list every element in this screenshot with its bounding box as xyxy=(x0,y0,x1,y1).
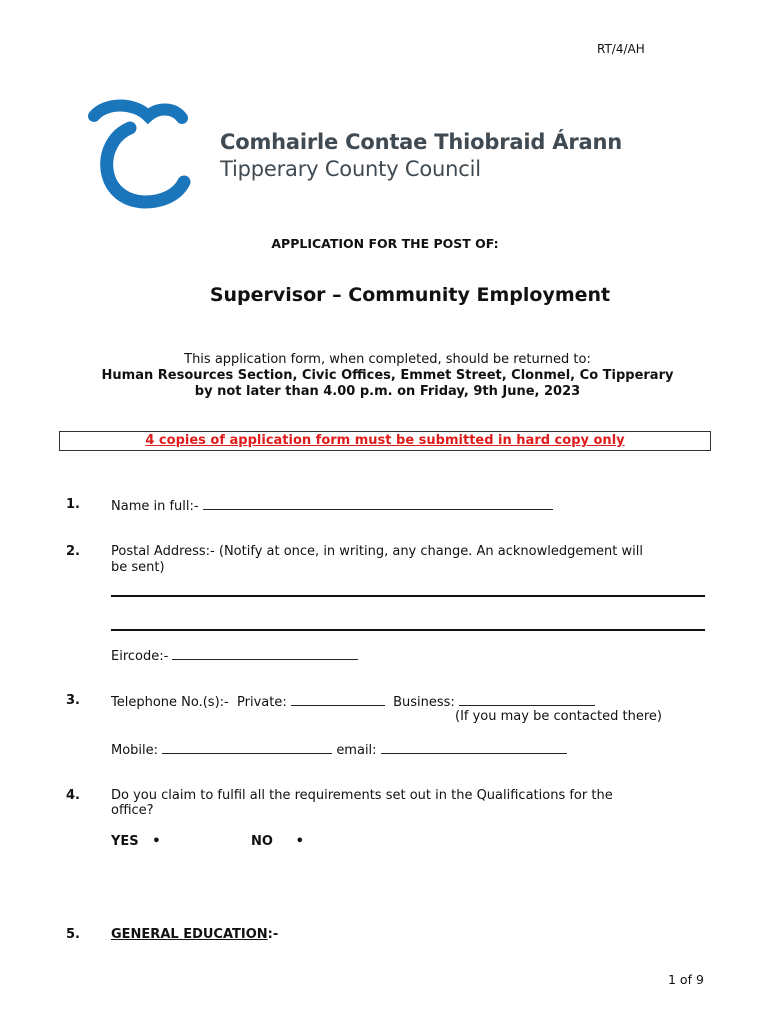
postal-address-line-2[interactable] xyxy=(111,629,705,631)
email-field[interactable] xyxy=(381,741,567,754)
contact-note: (If you may be contacted there) xyxy=(455,709,662,724)
question-2-label xyxy=(111,544,643,576)
telephone-label: Telephone No.(s):- xyxy=(111,695,229,710)
mobile-label: Mobile: xyxy=(111,743,159,758)
council-logo-icon xyxy=(86,98,206,214)
question-4-label xyxy=(111,788,613,818)
return-address: Human Resources Section, Civic Offices, Emmet Street, Clonmel, Co Tipperary xyxy=(101,368,674,383)
application-heading: APPLICATION FOR THE POST OF: xyxy=(271,236,499,251)
yes-label: YES xyxy=(111,834,139,849)
business-label: Business: xyxy=(393,695,455,710)
qualifications-label-line2: office? xyxy=(111,803,154,818)
organisation-name-english: Tipperary County Council xyxy=(220,157,481,181)
question-2-number: 2. xyxy=(66,544,80,559)
mobile-field[interactable] xyxy=(162,741,332,754)
no-label: NO xyxy=(251,834,273,849)
postal-address-line-1[interactable] xyxy=(111,595,705,597)
qualifications-label-line1: Do you claim to fulfil all the requirements set out in the Qualifications for the xyxy=(111,788,613,803)
general-education-heading xyxy=(111,927,278,942)
postal-address-label-line1: Postal Address:- (Notify at once, in writing, any change. An acknowledgement will xyxy=(111,544,643,559)
eircode-label: Eircode:- xyxy=(111,649,169,664)
eircode-field[interactable] xyxy=(172,647,358,660)
organisation-name-irish: Comhairle Contae Thiobraid Árann xyxy=(220,130,622,154)
private-phone-field[interactable] xyxy=(291,693,385,706)
no-option[interactable] xyxy=(251,834,304,849)
submission-notice-text: 4 copies of application form must be submitted in hard copy only xyxy=(145,433,625,448)
business-phone-field[interactable] xyxy=(459,693,595,706)
name-label: Name in full:- xyxy=(111,499,199,514)
email-label: email: xyxy=(336,743,377,758)
no-bullet-icon[interactable]: • xyxy=(295,834,304,849)
document-reference: RT/4/AH xyxy=(597,42,645,56)
return-deadline: by not later than 4.00 p.m. on Friday, 9th June, 2023 xyxy=(194,384,581,399)
question-3-number: 3. xyxy=(66,693,80,708)
question-5-number: 5. xyxy=(66,927,80,942)
private-label: Private: xyxy=(237,695,287,710)
submission-notice xyxy=(59,431,711,451)
yes-bullet-icon[interactable]: • xyxy=(152,834,161,849)
general-education-label: GENERAL EDUCATION xyxy=(111,927,268,942)
question-1-number: 1. xyxy=(66,497,80,512)
return-intro: This application form, when completed, should be returned to: xyxy=(184,352,591,367)
return-instructions xyxy=(0,352,770,400)
postal-address-label-line2: be sent) xyxy=(111,560,165,575)
question-4-number: 4. xyxy=(66,788,80,803)
question-1 xyxy=(111,497,553,514)
general-education-suffix: :- xyxy=(267,927,279,942)
mobile-email-row xyxy=(111,741,567,758)
eircode-row xyxy=(111,647,358,664)
page-number: 1 of 9 xyxy=(668,972,704,987)
name-field[interactable] xyxy=(203,497,553,510)
yes-option[interactable] xyxy=(111,834,161,849)
telephone-row xyxy=(111,693,595,710)
post-title: Supervisor – Community Employment xyxy=(209,284,611,306)
